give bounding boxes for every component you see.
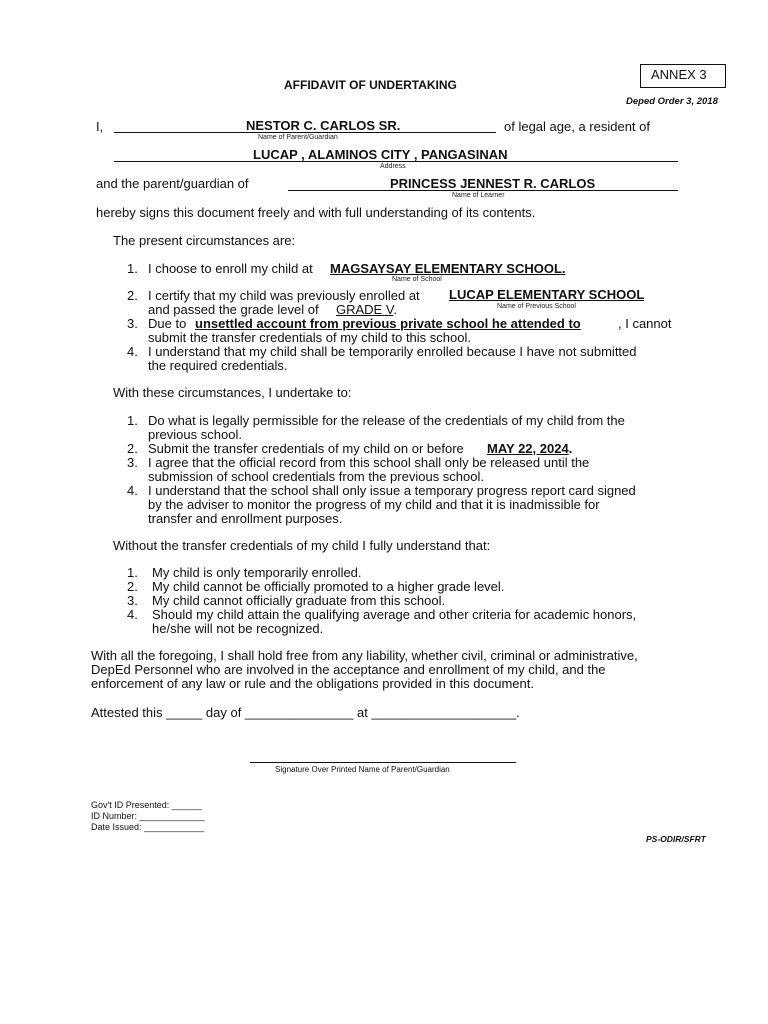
undertake-heading: With these circumstances, I undertake to: bbox=[113, 385, 352, 400]
circ-item2-school: LUCAP ELEMENTARY SCHOOL bbox=[449, 287, 645, 302]
circumstances-heading: The present circumstances are: bbox=[113, 233, 296, 248]
circ-item2-num: 2. bbox=[127, 288, 138, 303]
undertake-item3-line1: I agree that the official record from this school shall only be released until the bbox=[148, 455, 590, 470]
circ-item2-line2: and passed the grade level of bbox=[148, 302, 319, 317]
learner-name-caption: Name of Learner bbox=[452, 192, 505, 199]
i-label: I, bbox=[96, 119, 104, 134]
undertake-item2-num: 2. bbox=[127, 441, 138, 456]
understand-item2: My child cannot be officially promoted to a higher grade level. bbox=[152, 579, 505, 594]
circ-item2-text: I certify that my child was previously enrolled at bbox=[148, 288, 420, 303]
footer-code: PS-ODIR/SFRT bbox=[646, 834, 706, 844]
id-number-field: ID Number: _____________ bbox=[91, 811, 205, 821]
understand-item2-num: 2. bbox=[127, 579, 138, 594]
date-issued-field: Date Issued: ____________ bbox=[91, 822, 205, 832]
circ-item4-line1: I understand that my child shall be temporarily enrolled because I have not submitted bbox=[148, 344, 637, 359]
undertake-item2-date: MAY 22, 2024. bbox=[487, 441, 573, 456]
understand-item1-num: 1. bbox=[127, 565, 138, 580]
attested-line: Attested this _____ day of _______________ at ____________________. bbox=[91, 705, 520, 720]
understand-heading: Without the transfer credentials of my child I fully understand that: bbox=[113, 538, 491, 553]
circ-item3-post: , I cannot bbox=[618, 316, 672, 331]
guardian-name: NESTOR C. CARLOS SR. bbox=[246, 118, 401, 133]
understand-item3: My child cannot officially graduate from this school. bbox=[152, 593, 446, 608]
circ-item1-num: 1. bbox=[127, 261, 138, 276]
parent-of-text: and the parent/guardian of bbox=[96, 176, 249, 191]
hereby-text: hereby signs this document freely and with full understanding of its contents. bbox=[96, 205, 536, 220]
circ-item1-school: MAGSAYSAY ELEMENTARY SCHOOL. bbox=[330, 261, 566, 276]
circ-item3-reason: unsettled account from previous private school he attended to bbox=[195, 316, 581, 331]
govt-id-field: Gov't ID Presented: ______ bbox=[91, 800, 202, 810]
legal-age-text: of legal age, a resident of bbox=[504, 119, 650, 134]
circ-item3-line2: submit the transfer credentials of my child to this school. bbox=[148, 330, 471, 345]
circ-item2-caption: Name of Previous School bbox=[497, 303, 576, 310]
learner-name: PRINCESS JENNEST R. CARLOS bbox=[390, 176, 596, 191]
deped-order: Deped Order 3, 2018 bbox=[626, 96, 718, 107]
document-title: AFFIDAVIT OF UNDERTAKING bbox=[284, 78, 457, 92]
undertake-item1-line2: previous school. bbox=[148, 427, 242, 442]
closing-line1: With all the foregoing, I shall hold free from any liability, whether civil, criminal or administrative, bbox=[91, 648, 638, 663]
annex-label: ANNEX 3 bbox=[651, 67, 707, 82]
understand-item4-line1: Should my child attain the qualifying average and other criteria for academic honors, bbox=[152, 607, 637, 622]
circ-item3-pre: Due to bbox=[148, 316, 187, 331]
understand-item1: My child is only temporarily enrolled. bbox=[152, 565, 362, 580]
undertake-item4-line1: I understand that the school shall only issue a temporary progress report card signed bbox=[148, 483, 636, 498]
closing-line2: DepEd Personnel who are involved in the acceptance and enrollment of my child, and the bbox=[91, 662, 606, 677]
undertake-item4-num: 4. bbox=[127, 483, 138, 498]
undertake-item1-line1: Do what is legally permissible for the release of the credentials of my child from the bbox=[148, 413, 625, 428]
undertake-item4-line3: transfer and enrollment purposes. bbox=[148, 511, 343, 526]
guardian-name-caption: Name of Parent/Guardian bbox=[258, 134, 338, 141]
circ-item1-text: I choose to enroll my child at bbox=[148, 261, 313, 276]
circ-item4-num: 4. bbox=[127, 344, 138, 359]
circ-item2-grade: GRADE V. bbox=[336, 302, 397, 317]
closing-line3: enforcement of any law or rule and the obligations provided in this document. bbox=[91, 676, 534, 691]
address-caption: Address bbox=[380, 163, 406, 170]
undertake-item3-num: 3. bbox=[127, 455, 138, 470]
address-value: LUCAP , ALAMINOS CITY , PANGASINAN bbox=[253, 147, 508, 162]
undertake-item2-text: Submit the transfer credentials of my child on or before bbox=[148, 441, 464, 456]
undertake-item4-line2: by the adviser to monitor the progress of my child and that it is inadmissible for bbox=[148, 497, 600, 512]
understand-item3-num: 3. bbox=[127, 593, 138, 608]
circ-item1-caption: Name of School bbox=[392, 276, 442, 283]
circ-item3-num: 3. bbox=[127, 316, 138, 331]
signature-caption: Signature Over Printed Name of Parent/Guardian bbox=[275, 765, 450, 774]
circ-item4-line2: the required credentials. bbox=[148, 358, 288, 373]
undertake-item3-line2: submission of school credentials from the previous school. bbox=[148, 469, 484, 484]
signature-line bbox=[250, 762, 516, 763]
understand-item4-line2: he/she will not be recognized. bbox=[152, 621, 324, 636]
undertake-item1-num: 1. bbox=[127, 413, 138, 428]
understand-item4-num: 4. bbox=[127, 607, 138, 622]
